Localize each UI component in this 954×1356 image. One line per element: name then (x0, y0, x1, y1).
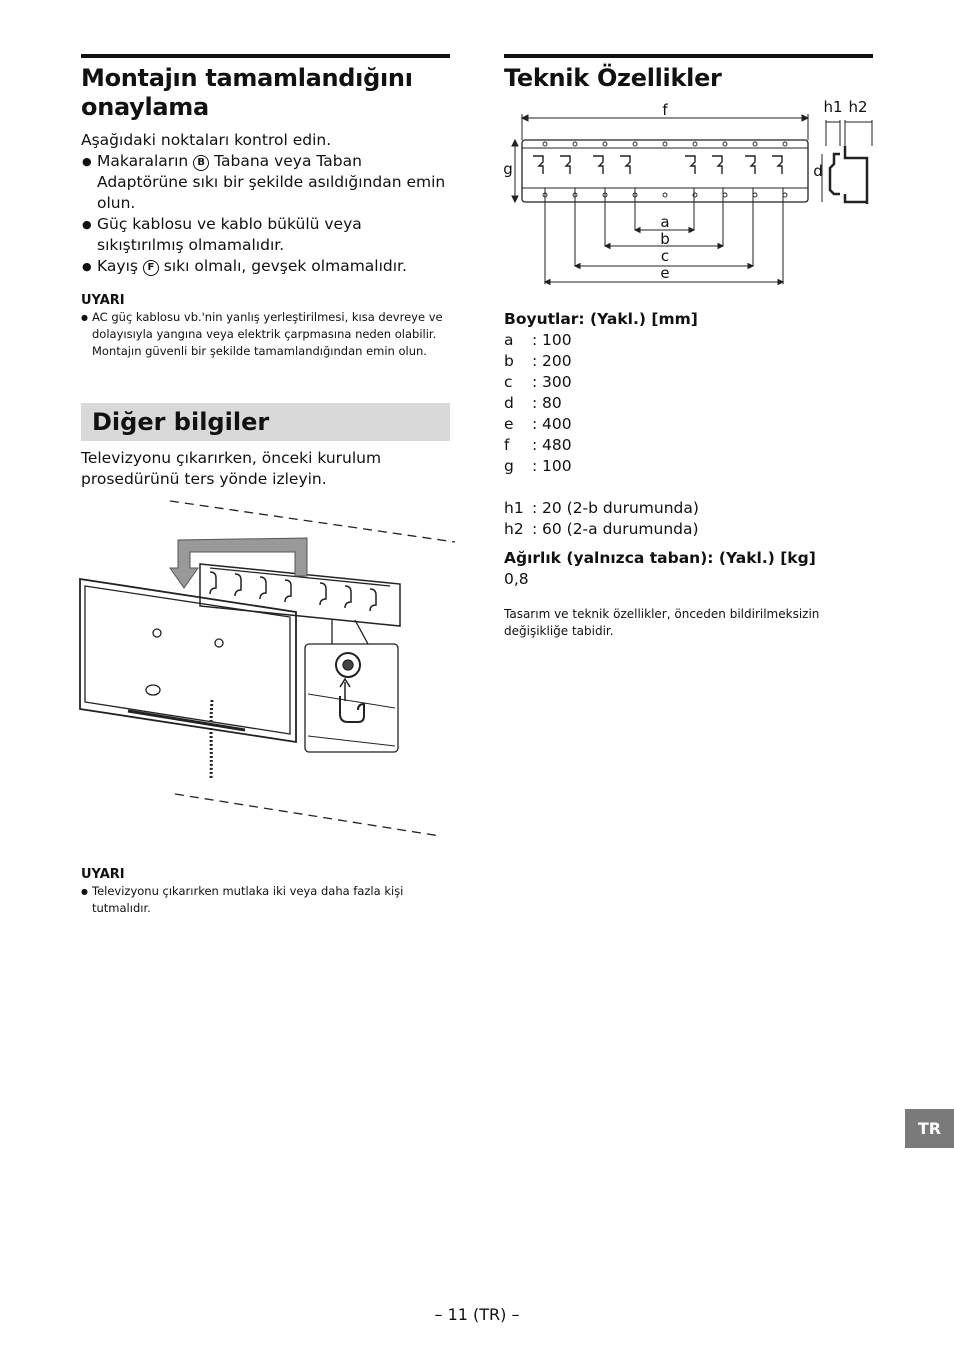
tv-removal-illustration (70, 496, 462, 841)
label-f: f (662, 101, 668, 119)
spec-row: b : 200 (504, 352, 572, 370)
language-tab: TR (905, 1109, 954, 1148)
spec-row: f : 480 (504, 436, 572, 454)
weight-title: Ağırlık (yalnızca taban): (Yakl.) [kg] (504, 549, 816, 567)
label-h1: h1 (823, 98, 843, 116)
spec-value: 100 (542, 331, 572, 349)
spec-value: 200 (542, 352, 572, 370)
section-specifications (504, 54, 873, 101)
specifications-list (504, 309, 873, 640)
label-h2: h2 (848, 98, 868, 116)
spec-value: 20 (2-b durumunda) (542, 499, 699, 517)
section-title: Diğer bilgiler (92, 408, 270, 436)
spec-key: d (504, 394, 514, 412)
section-rule (504, 54, 873, 58)
label-g: g (503, 160, 513, 178)
bullet-item: ● Makaraların B Tabana veya Taban Adaptörüne sıkı bir şekilde asıldığından emin olun. (81, 151, 450, 214)
section-installation-check (81, 54, 450, 360)
spec-value: 100 (542, 457, 572, 475)
section-title: Teknik Özellikler (504, 64, 722, 92)
warning-title: UYARI (81, 867, 125, 882)
other-info-text: Televizyonu çıkarırken, önceki kurulum prosedürünü ters yönde izleyin. (81, 449, 382, 488)
section-title: Montajın tamamlandığını onaylama (81, 64, 413, 121)
dimensions-h-list (504, 498, 873, 540)
label-a: a (660, 213, 670, 231)
dimensions-list (504, 330, 873, 477)
spec-note: Tasarım ve teknik özellikler, önceden bildirilmeksizin değişikliğe tabidir. (504, 607, 820, 638)
spec-value: 60 (2-a durumunda) (542, 520, 699, 538)
label-c: c (660, 247, 670, 265)
spec-row: e : 400 (504, 415, 572, 433)
section-band-other-info (81, 403, 450, 441)
spec-row: a : 100 (504, 331, 572, 349)
dimensions-diagram (500, 96, 880, 286)
circled-letter-b: B (193, 155, 209, 171)
spec-value: 300 (542, 373, 572, 391)
spec-row: h1 : 20 (2-b durumunda) (504, 499, 699, 517)
label-e: e (660, 264, 670, 282)
warning-text: ● AC güç kablosu vb.'nin yanlış yerleştirilmesi, kısa devreye ve dolayısıyla yangına veya elektrik çarpmasına neden olabilir. Montajın güvenli bir şekilde tamamlandığından emin olun. (81, 309, 450, 360)
circled-letter-f: F (143, 260, 159, 276)
page-number: – 11 (TR) – (434, 1305, 520, 1324)
label-d: d (813, 162, 823, 180)
bullet-item: ● Güç kablosu ve kablo bükülü veya sıkıştırılmış olmamalıdır. (81, 214, 450, 256)
bullet-item: ● Kayış F sıkı olmalı, gevşek olmamalıdır. (81, 256, 450, 277)
dimensions-title: Boyutlar: (Yakl.) [mm] (504, 310, 698, 328)
label-b: b (660, 230, 670, 248)
spec-key: g (504, 457, 514, 475)
warning-title: UYARI (81, 293, 125, 308)
spec-key: c (504, 373, 513, 391)
intro-text: Aşağıdaki noktaları kontrol edin. (81, 131, 332, 149)
spec-value: 400 (542, 415, 572, 433)
spec-key: h1 (504, 499, 524, 517)
section-rule (81, 54, 450, 58)
spec-value: 480 (542, 436, 572, 454)
spec-row: g : 100 (504, 457, 572, 475)
spec-key: b (504, 352, 514, 370)
spec-key: e (504, 415, 514, 433)
warning-remove (81, 866, 450, 917)
spec-key: h2 (504, 520, 524, 538)
spec-key: a (504, 331, 514, 349)
weight-value: 0,8 (504, 570, 529, 588)
spec-value: 80 (542, 394, 562, 412)
spec-row: c : 300 (504, 373, 572, 391)
warning-text: ● Televizyonu çıkarırken mutlaka iki veya daha fazla kişi tutmalıdır. (81, 883, 450, 917)
spec-key: f (504, 436, 510, 454)
spec-row: h2 : 60 (2-a durumunda) (504, 520, 699, 538)
spec-row: d : 80 (504, 394, 562, 412)
